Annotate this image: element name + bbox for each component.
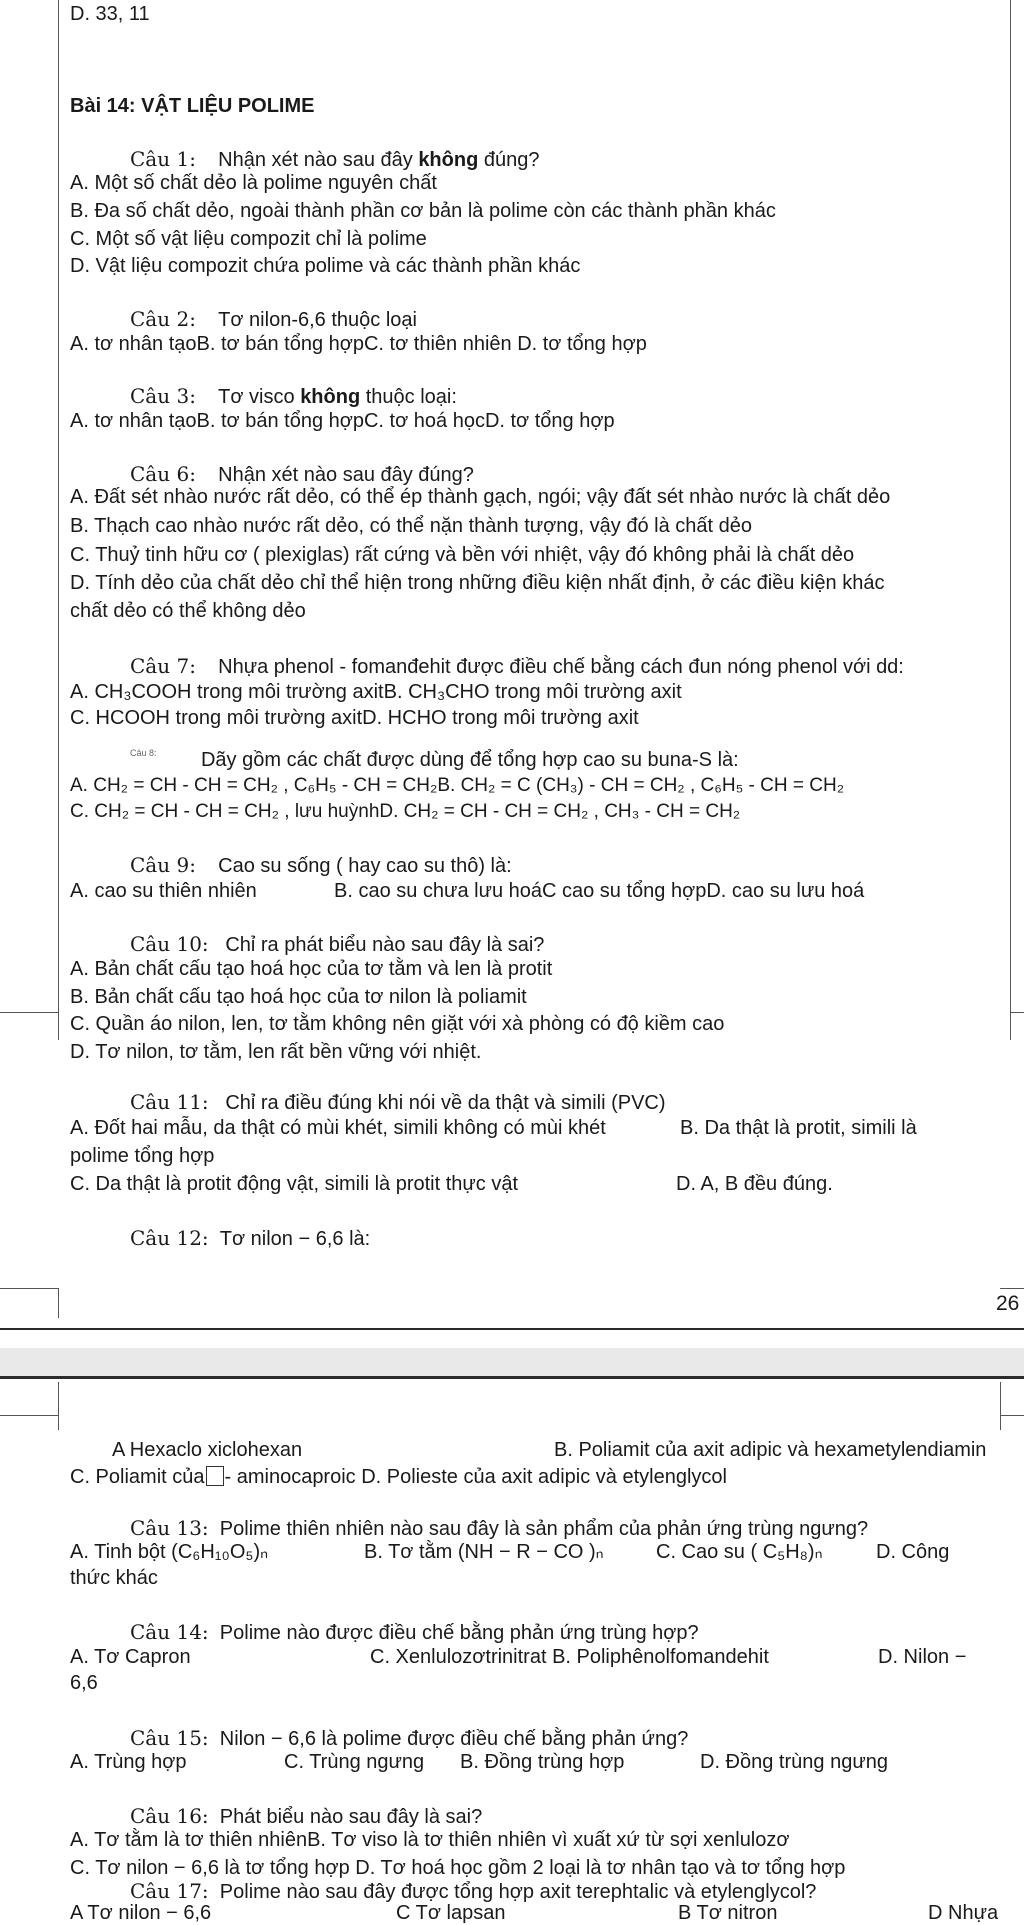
option-c: C. Da thật là protit động vật, simili là protit thực vật — [70, 1173, 519, 1195]
page-right-margin-line — [1010, 0, 1011, 1040]
options-ab: A. CH₂ = CH - CH = CH₂ , C₆H₅ - CH = CH₂B. CH₂ = C (CH₃) - CH = CH₂ , C₆H₅ - CH = CH₂ — [70, 775, 845, 796]
missing-glyph-box — [206, 1466, 224, 1486]
question-8: $^{Câu 8:}$ Dãy gồm các chất được dùng để tổng hợp cao su buna-S là: — [130, 748, 739, 771]
crop-mark — [1000, 1415, 1024, 1416]
page-number: 26 — [996, 1292, 1020, 1315]
page-left-margin-line — [58, 0, 59, 1040]
question-7: Câu 7: Nhựa phenol - fomanđehit được điều chế bằng cách đun nóng phenol với dd: — [130, 654, 904, 678]
option-a: A. Đất sét nhào nước rất dẻo, có thể ép thành gạch, ngói; vậy đất sét nhào nước là chất dẻo — [70, 486, 891, 508]
options-cd: C. Tơ nilon − 6,6 là tơ tổng hợp D. Tơ hoá học gồm 2 loại là tơ nhân tạo và tơ tổng hợp — [70, 1857, 846, 1879]
crop-mark — [1000, 1382, 1001, 1430]
option-d-cont: thức khác — [70, 1567, 158, 1589]
option-b: B. Poliamit của axit adipic và hexametylendiamin — [554, 1439, 987, 1461]
option-d-cont: 6,6 — [70, 1672, 98, 1694]
option-a: A Hexaclo xiclohexan — [112, 1439, 303, 1461]
option-a: A. cao su thiên nhiên — [70, 880, 257, 902]
question-16: Câu 16: Phát biểu nào sau đây là sai? — [130, 1804, 483, 1828]
page-bottom-right-corner — [1010, 1012, 1024, 1013]
page-separator — [0, 1328, 1024, 1330]
section-title: Bài 14: VẬT LIỆU POLIME — [70, 95, 315, 117]
question-14: Câu 14: Polime nào được điều chế bằng phản ứng trùng hợp? — [130, 1620, 699, 1644]
page-bottom-left-corner — [0, 1012, 58, 1013]
question-17: Câu 17: Polime nào sau đây được tổng hợp axit terephtalic và etylenglycol? — [130, 1879, 817, 1903]
option-b: B. Đồng trùng hợp — [460, 1751, 625, 1773]
question-13: Câu 13: Polime thiên nhiên nào sau đây là sản phẩm của phản ứng trùng ngưng? — [130, 1516, 869, 1540]
option-d: D. Tơ nilon, tơ tằm, len rất bền vững với nhiệt. — [70, 1041, 482, 1063]
question-2: Câu 2: Tơ nilon-6,6 thuộc loại — [130, 307, 417, 331]
options-bc: C. Xenlulozơtrinitrat B. Poliphênolfomandehit — [370, 1646, 769, 1668]
option-c: C. Một số vật liệu compozit chỉ là polime — [70, 228, 427, 250]
option-d: D. Nilon − — [878, 1646, 967, 1668]
option-b: B. Bản chất cấu tạo hoá học của tơ nilon là poliamit — [70, 986, 527, 1008]
option-b: B. Tơ tằm (NH − R − CO )ₙ — [364, 1541, 604, 1563]
question-3: Câu 3: Tơ visco không thuộc loại: — [130, 384, 457, 408]
option-d: D Nhựa — [928, 1902, 999, 1924]
crop-mark — [0, 1415, 58, 1416]
option-a: A. Tinh bột (C₆H₁₀O₅)ₙ — [70, 1541, 269, 1563]
option-b-cont: polime tổng hợp — [70, 1145, 215, 1167]
options-cd: C. CH₂ = CH - CH = CH₂ , lưu huỳnhD. CH₂ = CH - CH = CH₂ , CH₃ - CH = CH₂ — [70, 801, 741, 822]
crop-mark — [58, 1288, 59, 1318]
option-c: C. Quần áo nilon, len, tơ tằm không nên giặt với xà phòng có độ kiềm cao — [70, 1013, 725, 1035]
question-11: Câu 11: Chỉ ra điều đúng khi nói về da thật và simili (PVC) — [130, 1090, 666, 1114]
question-6: Câu 6: Nhận xét nào sau đây đúng? — [130, 462, 474, 486]
crop-mark — [1000, 1288, 1024, 1289]
question-label: Câu 1: — [130, 147, 196, 171]
previous-answer: D. 33, 11 — [70, 3, 150, 25]
page-separator — [0, 1348, 1024, 1376]
option-b: B. Thạch cao nhào nước rất dẻo, có thể nặn thành tượng, vậy đó là chất dẻo — [70, 515, 752, 537]
question-10: Câu 10: Chỉ ra phát biểu nào sau đây là sai? — [130, 932, 545, 956]
option-c: C Tơ lapsan — [396, 1902, 506, 1924]
options: A. tơ nhân tạoB. tơ bán tổng hợpC. tơ thiên nhiên D. tơ tổng hợp — [70, 333, 647, 355]
options: A. tơ nhân tạoB. tơ bán tổng hợpC. tơ hoá họcD. tơ tổng hợp — [70, 410, 615, 432]
option-b: B. Đa số chất dẻo, ngoài thành phần cơ bản là polime còn các thành phần khác — [70, 200, 776, 222]
option-d-cont: chất dẻo có thể không dẻo — [70, 600, 306, 622]
option-c: C. Trùng ngưng — [284, 1751, 425, 1773]
options-ab: A. Tơ tằm là tơ thiên nhiênB. Tơ viso là tơ thiên nhiên vì xuất xứ từ sợi xenlulozơ — [70, 1829, 790, 1851]
option-a: A. Bản chất cấu tạo hoá học của tơ tằm và len là protit — [70, 958, 553, 980]
option-a: A. Một số chất dẻo là polime nguyên chất — [70, 172, 437, 194]
options-ab: A. CH₃COOH trong môi trường axitB. CH₃CHO trong môi trường axit — [70, 681, 682, 703]
option-a: A. Tơ Capron — [70, 1646, 191, 1668]
option-a: A. Trùng hợp — [70, 1751, 187, 1773]
option-c: C. Cao su ( C₅H₈)ₙ — [656, 1541, 823, 1563]
page-separator — [0, 1376, 1024, 1379]
option-d: D. Vật liệu compozit chứa polime và các thành phần khác — [70, 255, 581, 277]
options-bcd: B. cao su chưa lưu hoáC cao su tổng hợpD. cao su lưu hoá — [334, 880, 865, 902]
option-d: D. A, B đều đúng. — [676, 1173, 833, 1195]
question-1: Câu 1: Nhận xét nào sau đây không đúng? — [130, 147, 540, 171]
option-a: A Tơ nilon − 6,6 — [70, 1902, 212, 1924]
option-d: D. Tính dẻo của chất dẻo chỉ thể hiện trong những điều kiện nhất định, ở các điều kiện khác — [70, 572, 885, 594]
option-b: B Tơ nitron — [678, 1902, 778, 1924]
option-d: D. Công — [876, 1541, 950, 1563]
option-c-line: C. Poliamit của - aminocaproic D. Polieste của axit adipic và etylenglycol — [70, 1466, 727, 1488]
option-c: C. Thuỷ tinh hữu cơ ( plexiglas) rất cứng và bền với nhiệt, vậy đó không phải là chất dẻo — [70, 544, 855, 566]
crop-mark — [0, 1288, 58, 1289]
option-d: D. Đồng trùng ngưng — [700, 1751, 888, 1773]
question-15: Câu 15: Nilon − 6,6 là polime được điều chế bằng phản ứng? — [130, 1726, 689, 1750]
options-cd: C. HCOOH trong môi trường axitD. HCHO trong môi trường axit — [70, 707, 639, 729]
option-b: B. Da thật là protit, simili là — [680, 1117, 917, 1139]
option-a: A. Đốt hai mẫu, da thật có mùi khét, simili không có mùi khét — [70, 1117, 606, 1139]
question-12: Câu 12: Tơ nilon − 6,6 là: — [130, 1226, 371, 1250]
question-9: Câu 9: Cao su sống ( hay cao su thô) là: — [130, 853, 512, 877]
crop-mark — [58, 1382, 59, 1430]
